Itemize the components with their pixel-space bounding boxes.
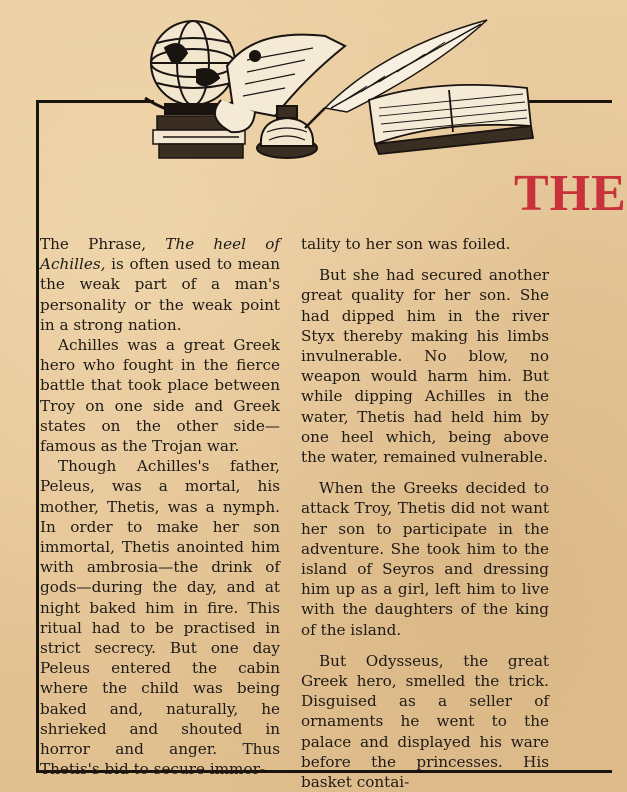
paragraph-odysseus: But Odysseus, the great Greek hero, smelled the trick. Disguised as a seller of ornaments he went to the palace and displayed his ware before the princesses. His basket contai- — [301, 651, 549, 792]
intro-italic-phrase: The heel of Achilles, — [40, 235, 281, 274]
frame-left-rule — [36, 100, 39, 772]
paragraph-intro — [40, 234, 280, 335]
paragraph-continuation: tality to her son was foiled. — [301, 235, 511, 253]
header-illustration — [135, 8, 545, 180]
intro-text-rest: is often used to mean the weak part of a man's personality or the weak point in a strong nation. — [40, 255, 280, 334]
open-book-icon — [369, 85, 533, 154]
paragraph-parents: Though Achilles's father, Peleus, was a mortal, his mother, Thetis, was a nymph. In order to make her son immortal, Thetis anointed him with ambrosia—the drink of gods—during the day, and at night baked him in fire. This ritual had to be practised in strict secrecy. But one day Peleus entered the cabin where the child was being baked and, naturally, he shrieked and shouted in horror and anger. Thus Thetis's bid to secure immor- — [40, 457, 280, 779]
intro-text-start: The Phrase, — [40, 235, 166, 253]
paragraph-achilles-hero: Achilles was a great Greek hero who fought in the fierce battle that took place between Troy on one side and Greek states on the other side—famous as the Trojan war. — [40, 336, 280, 456]
right-text-column — [301, 234, 549, 792]
left-text-column — [40, 234, 280, 779]
paragraph-river-styx: But she had secured another great quality for her son. She had dipped him in the river Styx thereby making his limbs invulnerable. No blow, no weapon would harm him. But while dipping Achilles in the water, Thetis had held him by one heel which, being above the water, remained vulnerable. — [301, 266, 549, 467]
article-title: THE — [514, 165, 627, 222]
paragraph-troy-attack: When the Greeks decided to attack Troy, Thetis did not want her son to participate in the adventure. She took him to the island of Seyros and dressing him up as a girl, left him to live with the daughters of the king of the island. — [301, 479, 549, 639]
